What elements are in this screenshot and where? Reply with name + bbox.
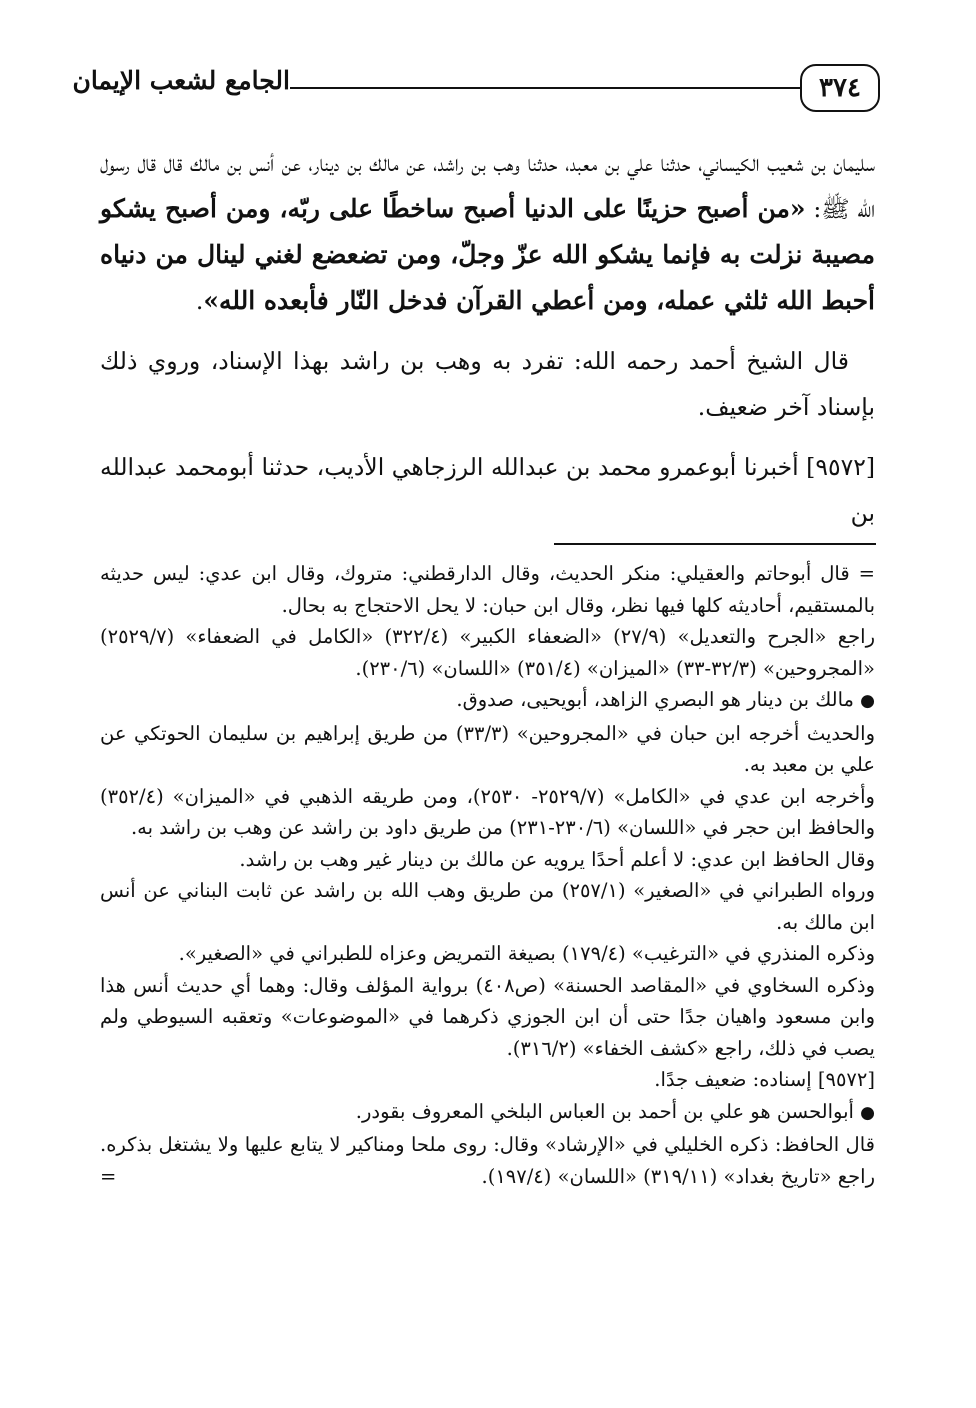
footnote-line: قال الحافظ: ذكره الخليلي في «الإرشاد» وقال: روى ملحا ومناكير لا يتابع عليها ولا يشتغل بذكره. راجع «تاريخ بغداد» (٣١٩/١١) «اللسان» (١٩٧/٤). = — [100, 1129, 875, 1192]
footnote-line: راجع «الجرح والتعديل» (٢٧/٩) «الضعفاء الكبير» (٣٢٢/٤) «الكامل في الضعفاء» (٢٥٢٩/٧) «المجروحين» (٣٢/٣-٣٣) «الميزان» (٣٥١/٤) «اللسان» (٢٣٠/٦). — [100, 625, 875, 680]
footnotes — [100, 558, 875, 1192]
sheikh-comment: قال الشيخ أحمد رحمه الله: تفرد به وهب بن راشد بهذا الإسناد، وروي ذلك بإسناد آخر ضعيف. — [100, 347, 875, 421]
page-header — [72, 58, 880, 118]
isnad-chain: سليمان بن شعيب الكيساني، حدثنا علي بن معبد، حدثنا وهب بن راشد، عن مالك بن دينار، عن أنس بن مالك قال قال رسول الله ﷺ: — [100, 149, 875, 223]
footnote-line: وقال الحافظ ابن عدي: لا أعلم أحدًا يرويه عن مالك بن دينار غير وهب بن راشد. — [239, 847, 875, 871]
footnote-line: وذكره المنذري في «الترغيب» (١٧٩/٤) بصيغة التمريض وعزاه للطبراني في «الصغير». — [178, 942, 875, 965]
footnote-line: وذكره السخاوي في «المقاصد الحسنة» (ص٤٠٨) برواية المؤلف وقال: وهما أي حديث أنس هذا وابن مسعود واهيان جدًا حتى أن ابن الجوزي ذكرهما في «الموضوعات» وتعقبه السيوطي ولم يصب في ذلك، راجع «كشف الخفاء» (٣١٦/٢). — [100, 973, 875, 1060]
footnote-line: = قال أبوحاتم والعقيلي: منكر الحديث، وقال الدارقطني: متروك، وقال ابن عدي: ليس حديثه بالمستقيم، أحاديثه كلها فيها نظر، وقال ابن حبان: لا يحل الاحتجاج به بحال. — [100, 562, 875, 617]
footnote-divider — [554, 543, 876, 545]
hadith-text: «من أصبح حزينًا على الدنيا أصبح ساخطًا على ربّه، ومن أصبح يشكو مصيبة نزلت به فإنما يشكو الله عزّ وجلّ، ومن تضعضع لغني لينال من دنياه أحبط الله ثلثي عمله، ومن أعطي القرآن فدخل النّار فأبعده الله» — [100, 194, 875, 315]
page-number: ٣٧٤ — [800, 64, 880, 112]
bullet-icon: ● — [860, 1102, 875, 1123]
bullet-icon: ● — [860, 691, 875, 711]
header-rule — [290, 87, 800, 89]
hadith-end: . — [195, 287, 204, 315]
footnote-line: ● مالك بن دينار هو البصري الزاهد، أبويحيى، صدوق. — [456, 688, 875, 711]
next-hadith-start: [٩٥٧٢] أخبرنا أبوعمرو محمد بن عبدالله الرزجاهي الأديب، حدثنا أبومحمد عبدالله بن — [100, 453, 875, 527]
footnote-line: وأخرجه ابن عدي في «الكامل» (٢٥٢٩/٧- ٢٥٣٠)، ومن طريقه الذهبي في «الميزان» (٣٥٢/٤) والحافظ ابن حجر في «اللسان» (٢٣٠/٦-٢٣١) من طريق داود بن راشد عن وهب بن راشد به. — [100, 784, 875, 839]
book-title: الجامع لشعب الإيمان — [72, 66, 290, 95]
footnote-line: ورواه الطبراني في «الصغير» (٢٥٧/١) من طريق وهب الله بن راشد عن ثابت البناني عن أنس ابن مالك به. — [100, 879, 875, 934]
main-text — [100, 140, 875, 536]
footnote-line: ● أبوالحسن هو علي بن أحمد بن العباس البلخي المعروف بقودر. — [355, 1099, 875, 1123]
footnote-line: والحديث أخرجه ابن حبان في «المجروحين» (٣٣/٣) من طريق إبراهيم بن سليمان الحوتكي عن علي بن معبد به. — [100, 721, 876, 776]
hadith-paragraph — [100, 140, 875, 324]
footnote-line: [٩٥٧٢] إسناده: ضعيف جدًا. — [654, 1068, 875, 1091]
continuation-mark: = — [100, 1164, 117, 1188]
